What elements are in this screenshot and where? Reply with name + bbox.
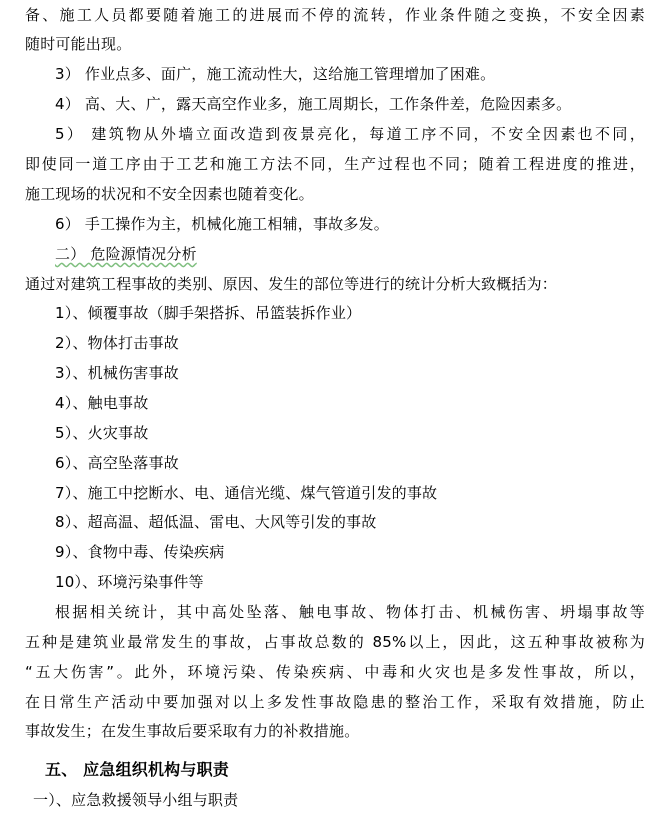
text-line: 根据相关统计，其中高处坠落、触电事故、物体打击、机械伤害、坍塌事故等 [55,603,645,621]
list-item: 5）、火灾事故 [55,424,149,442]
list-item: 3）、机械伤害事故 [55,364,179,382]
text-line: 在日常生产活动中要加强对以上多发性事故隐患的整治工作，采取有效措施，防止 [25,693,645,711]
list-item: 6） 手工操作为主，机械化施工相辅，事故多发。 [55,215,389,233]
list-item: 3） 作业点多、面广，施工流动性大，这给施工管理增加了困难。 [55,65,496,83]
text-line: 通过对建筑工程事故的类别、原因、发生的部位等进行的统计分析大致概括为： [25,275,558,293]
text-line: 随时可能出现。 [25,35,132,53]
text-line: 事故发生；在发生事故后要采取有力的补救措施。 [25,722,360,740]
list-item: 2）、物体打击事故 [55,334,179,352]
text-line: 五种是建筑业最常发生的事故，占事故总数的 85%以上，因此，这五种事故被称为 [25,633,645,651]
section-heading [55,239,197,269]
list-item: 10）、环境污染事件等 [55,573,204,591]
text-line: 备、施工人员都要随着施工的进展而不停的流转，作业条件随之变换，不安全因素 [25,6,645,24]
list-item: 8）、超高温、超低温、雷电、大风等引发的事故 [55,513,377,531]
text-line: “五大伤害”。此外，环境污染、传染疾病、中毒和火灾也是多发性事故，所以， [25,663,645,681]
chapter-heading: 五、 应急组织机构与职责 [45,760,229,779]
section-heading-text: 二） 危险源情况分析 [55,245,197,263]
text-line: 即使同一道工序由于工艺和施工方法不同，生产过程也不同；随着工程进度的推进， [25,155,645,173]
list-item: 1）、倾覆事故（脚手架搭拆、吊篮装拆作业） [55,304,362,322]
text-line: 施工现场的状况和不安全因素也随着变化。 [25,185,314,203]
list-item: 5） 建筑物从外墙立面改造到夜景亮化，每道工序不同，不安全因素也不同， [55,125,645,143]
list-item: 6）、高空坠落事故 [55,454,179,472]
subsection-heading: 一）、应急救援领导小组与职责 [33,791,239,809]
list-item: 9）、食物中毒、传染疾病 [55,543,225,561]
list-item: 7）、施工中挖断水、电、通信光缆、煤气管道引发的事故 [55,484,438,502]
list-item: 4） 高、大、广，露天高空作业多，施工周期长，工作条件差，危险因素多。 [55,95,572,113]
list-item: 4）、触电事故 [55,394,149,412]
